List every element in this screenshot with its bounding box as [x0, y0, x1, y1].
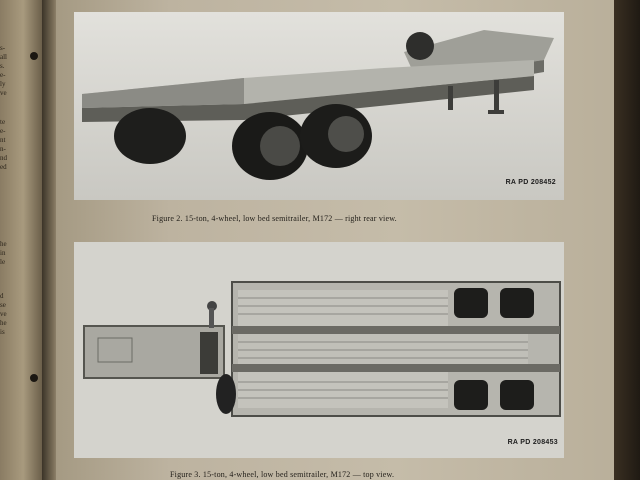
figure-3-caption: Figure 3. 15-ton, 4-wheel, low bed semitrailer, M172 — top view.: [170, 470, 395, 479]
semitrailer-top-view-illustration: [74, 242, 564, 458]
semitrailer-rear-view-illustration: [74, 12, 564, 200]
figure-2-caption: Figure 2. 15-ton, 4-wheel, low bed semitrailer, M172 — right rear view.: [152, 214, 397, 223]
figure-3-ra-label: RA PD 208453: [507, 439, 558, 446]
left-page-text: n-: [0, 145, 6, 153]
left-page-text: he: [0, 319, 7, 327]
left-page-text: all: [0, 53, 7, 61]
left-page-text: s-: [0, 44, 6, 52]
left-page-text: ed: [0, 163, 7, 171]
binding-hole: [30, 52, 38, 60]
left-page-text: ly: [0, 80, 6, 88]
left-page-text: le: [0, 258, 6, 266]
left-page: [0, 0, 42, 480]
page-shadow-edge: [614, 0, 640, 480]
figure-3-photo: [74, 242, 564, 458]
left-page-text: in: [0, 249, 6, 257]
left-page-text: ve: [0, 310, 7, 318]
left-page-text: s.: [0, 62, 5, 70]
left-page-text: nd: [0, 154, 7, 162]
left-page-text: e-: [0, 127, 6, 135]
left-page-text: d: [0, 292, 4, 300]
left-page-text: is: [0, 328, 5, 336]
left-page-text: nt: [0, 136, 6, 144]
figure-2-ra-label: RA PD 208452: [505, 179, 556, 186]
left-page-text: e-: [0, 71, 6, 79]
binding-hole: [30, 374, 38, 382]
left-page-text: ve: [0, 89, 7, 97]
left-page-text: te: [0, 118, 6, 126]
left-page-text: he: [0, 240, 7, 248]
left-page-text: se: [0, 301, 6, 309]
figure-2-photo: [74, 12, 564, 200]
